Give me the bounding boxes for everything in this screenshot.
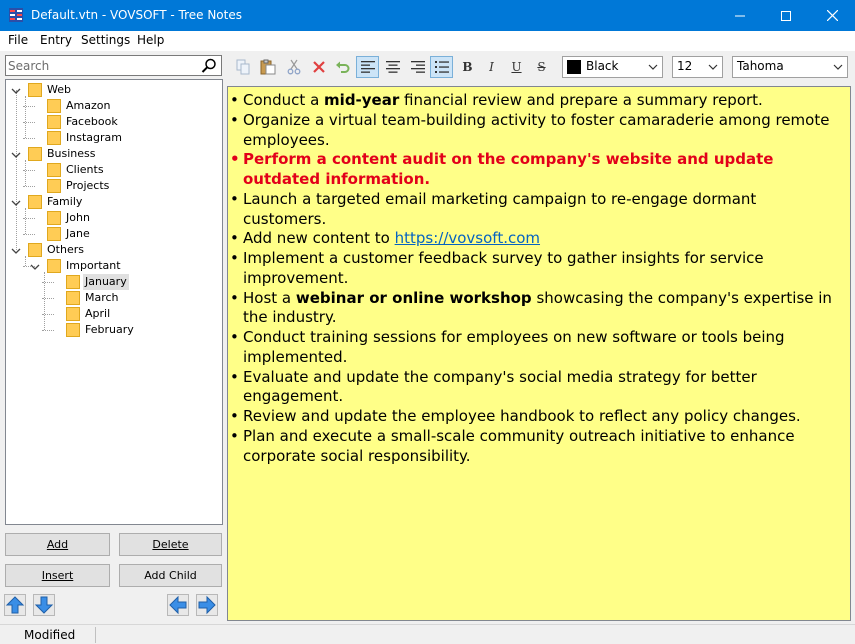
chevron-down-icon[interactable] bbox=[11, 149, 21, 159]
tree-node[interactable] bbox=[30, 226, 190, 242]
align-left-button[interactable] bbox=[356, 56, 379, 78]
chevron-down-icon[interactable] bbox=[11, 197, 21, 207]
font-size-select[interactable] bbox=[672, 56, 723, 78]
note-icon bbox=[66, 307, 80, 321]
status-separator bbox=[95, 627, 96, 643]
bold-label: B bbox=[462, 60, 473, 74]
bullet-dot: • bbox=[230, 150, 240, 169]
title-bar bbox=[0, 0, 855, 31]
tree-view[interactable] bbox=[5, 79, 223, 525]
menu-file[interactable]: File bbox=[8, 33, 29, 47]
bullet-item bbox=[228, 328, 840, 368]
strikethrough-label: S bbox=[537, 60, 546, 74]
note-icon bbox=[47, 211, 61, 225]
arrow-right-icon bbox=[197, 595, 217, 615]
text-run: Plan and execute a small-scale community outreach initiative to enhance corporate social responsibility. bbox=[243, 426, 795, 465]
tree-node-label: Business bbox=[47, 147, 96, 160]
tree-node[interactable] bbox=[11, 194, 171, 210]
note-icon bbox=[28, 243, 42, 257]
status-bar bbox=[0, 624, 855, 644]
chevron-down-icon[interactable] bbox=[11, 85, 21, 95]
text-run: Implement a customer feedback survey to gather insights for service improvement. bbox=[243, 249, 764, 287]
bullet-dot: • bbox=[230, 288, 239, 307]
note-icon bbox=[28, 83, 42, 97]
tree-node-label: Important bbox=[66, 259, 121, 272]
tree-node[interactable] bbox=[49, 274, 209, 290]
chevron-down-icon bbox=[833, 62, 843, 72]
bullet-list bbox=[228, 91, 840, 466]
strikethrough-button[interactable] bbox=[530, 56, 553, 78]
tree-connector bbox=[25, 160, 26, 186]
text-run: Organize a virtual team-building activity to foster camaraderie among remote employees. bbox=[243, 110, 830, 149]
tree-node[interactable] bbox=[30, 162, 190, 178]
arrow-left-icon bbox=[168, 595, 188, 615]
bullet-dot: • bbox=[230, 229, 239, 248]
minimize-button[interactable] bbox=[717, 0, 763, 31]
tree-node-label: January bbox=[85, 275, 127, 288]
note-icon bbox=[47, 259, 61, 273]
add-child-button[interactable] bbox=[119, 564, 222, 587]
note-icon bbox=[66, 323, 80, 337]
add-button-label: Add bbox=[46, 538, 69, 551]
tree-node[interactable] bbox=[30, 258, 190, 274]
scissors-icon bbox=[286, 59, 302, 75]
bullet-item bbox=[228, 427, 840, 467]
note-icon bbox=[47, 227, 61, 241]
tree-node-label: Amazon bbox=[66, 99, 111, 112]
search-box bbox=[5, 55, 222, 76]
note-icon bbox=[66, 291, 80, 305]
tree-node[interactable] bbox=[30, 98, 190, 114]
note-editor[interactable] bbox=[227, 86, 851, 621]
tree-node[interactable] bbox=[30, 130, 190, 146]
color-value: Black bbox=[586, 59, 619, 73]
bold-text: mid-year bbox=[324, 91, 400, 109]
tree-node[interactable] bbox=[11, 146, 171, 162]
color-swatch bbox=[567, 60, 581, 74]
bullet-item bbox=[228, 229, 840, 249]
tree-node-label: February bbox=[85, 323, 134, 336]
note-icon bbox=[47, 179, 61, 193]
add-child-button-label: Add Child bbox=[144, 569, 197, 582]
copy-button[interactable] bbox=[231, 56, 254, 78]
move-right-button[interactable] bbox=[196, 594, 218, 616]
delete-button-label: Delete bbox=[152, 538, 189, 551]
underline-button[interactable] bbox=[505, 56, 528, 78]
tree-node[interactable] bbox=[30, 210, 190, 226]
tree-node[interactable] bbox=[30, 114, 190, 130]
app-icon bbox=[9, 8, 23, 22]
delete-button[interactable] bbox=[119, 533, 222, 556]
tree-node-label: Jane bbox=[66, 227, 90, 240]
text-run: Launch a targeted email marketing campaign to re-engage dormant customers. bbox=[243, 189, 757, 228]
text-run: showcasing the company's expertise in the industry. bbox=[243, 288, 832, 327]
paste-button[interactable] bbox=[256, 56, 279, 78]
text-run: Add new content to bbox=[243, 229, 395, 248]
tree-node-label: Facebook bbox=[66, 115, 118, 128]
tree-node[interactable] bbox=[49, 306, 209, 322]
tree-node[interactable] bbox=[30, 178, 190, 194]
tree-node-label: John bbox=[66, 211, 90, 224]
tree-connector bbox=[16, 90, 17, 250]
align-center-icon bbox=[386, 61, 400, 73]
delete-text-button[interactable] bbox=[307, 56, 330, 78]
align-right-button[interactable] bbox=[406, 56, 429, 78]
bullet-dot: • bbox=[230, 91, 239, 109]
tree-connector bbox=[44, 272, 45, 330]
bullet-list-icon bbox=[435, 61, 449, 73]
note-icon bbox=[28, 195, 42, 209]
tree-connector bbox=[25, 96, 26, 138]
status-text: Modified bbox=[24, 628, 76, 642]
bullet-item bbox=[228, 289, 840, 329]
undo-button[interactable] bbox=[331, 56, 354, 78]
tree-node[interactable] bbox=[49, 290, 209, 306]
close-button[interactable] bbox=[809, 0, 855, 31]
bullet-dot: • bbox=[230, 110, 239, 129]
insert-button[interactable] bbox=[5, 564, 110, 587]
bold-text: webinar or online workshop bbox=[295, 288, 532, 307]
chevron-down-icon[interactable] bbox=[11, 245, 21, 255]
bullet-dot: • bbox=[230, 407, 239, 425]
text-run: Review and update the employee handbook to reflect any policy changes. bbox=[243, 407, 801, 425]
tree-connector bbox=[25, 208, 26, 234]
chevron-down-icon bbox=[708, 62, 718, 72]
add-button[interactable] bbox=[5, 533, 110, 556]
bullet-item bbox=[228, 91, 840, 111]
tree-node-label: Family bbox=[47, 195, 83, 208]
menu-bar bbox=[0, 31, 855, 51]
note-icon bbox=[66, 275, 80, 289]
font-family-value: Tahoma bbox=[737, 59, 784, 73]
color-select[interactable] bbox=[562, 56, 663, 78]
note-icon bbox=[47, 115, 61, 129]
insert-button-label: Insert bbox=[41, 569, 74, 582]
tree-node-label: April bbox=[85, 307, 111, 320]
text-run: Conduct training sessions for employees on new software or tools being implemented. bbox=[243, 328, 785, 366]
italic-label: I bbox=[489, 60, 494, 74]
search-icon[interactable] bbox=[201, 58, 217, 74]
align-right-icon bbox=[411, 61, 425, 73]
note-icon bbox=[28, 147, 42, 161]
red-x-icon bbox=[311, 59, 327, 75]
tree-node[interactable] bbox=[11, 242, 171, 258]
bold-button[interactable] bbox=[456, 56, 479, 78]
paste-icon bbox=[260, 59, 276, 75]
bullet-item bbox=[228, 150, 840, 190]
text-run: Perform a content audit on the company's website and update outdated information. bbox=[243, 150, 774, 188]
bullet-item bbox=[228, 407, 840, 427]
arrow-down-icon bbox=[34, 595, 54, 615]
tree-node-label: Others bbox=[47, 243, 84, 256]
bullet-dot: • bbox=[230, 249, 239, 267]
note-icon bbox=[47, 131, 61, 145]
tree-node-label: Web bbox=[47, 83, 71, 96]
maximize-button[interactable] bbox=[763, 0, 809, 31]
tree-node-label: March bbox=[85, 291, 119, 304]
bullet-dot: • bbox=[230, 328, 239, 346]
bullet-dot: • bbox=[230, 426, 239, 445]
undo-icon bbox=[335, 59, 351, 75]
bullet-dot: • bbox=[230, 367, 239, 386]
tree-node[interactable] bbox=[11, 82, 171, 98]
tree-node-label: Instagram bbox=[66, 131, 122, 144]
move-up-button[interactable] bbox=[4, 594, 26, 616]
bullet-item bbox=[228, 249, 840, 289]
italic-button[interactable] bbox=[480, 56, 503, 78]
arrow-up-icon bbox=[5, 595, 25, 615]
window-title: Default.vtn - VOVSOFT - Tree Notes bbox=[31, 8, 242, 22]
text-run: Host a bbox=[243, 288, 296, 307]
search-input[interactable] bbox=[8, 57, 198, 74]
bullet-item bbox=[228, 368, 840, 408]
menu-help[interactable]: Help bbox=[137, 33, 165, 47]
bullet-item bbox=[228, 111, 840, 151]
move-left-button[interactable] bbox=[167, 594, 189, 616]
tree-node-label: Clients bbox=[66, 163, 104, 176]
move-down-button[interactable] bbox=[33, 594, 55, 616]
font-size-value: 12 bbox=[677, 59, 693, 73]
text-run: Evaluate and update the company's social media strategy for better engagement. bbox=[243, 367, 757, 406]
bullet-item bbox=[228, 190, 840, 230]
bullet-dot: • bbox=[230, 189, 239, 208]
tree-node[interactable] bbox=[49, 322, 209, 338]
hyperlink[interactable]: https://vovsoft.com bbox=[394, 229, 541, 248]
copy-icon bbox=[235, 59, 251, 75]
chevron-down-icon[interactable] bbox=[30, 261, 40, 271]
chevron-down-icon bbox=[648, 62, 658, 72]
note-icon bbox=[47, 163, 61, 177]
cut-button[interactable] bbox=[282, 56, 305, 78]
tree-node-label: Projects bbox=[66, 179, 110, 192]
menu-settings[interactable]: Settings bbox=[81, 33, 131, 47]
align-center-button[interactable] bbox=[381, 56, 404, 78]
text-run: financial review and prepare a summary report. bbox=[399, 91, 763, 109]
align-left-icon bbox=[361, 61, 375, 73]
note-icon bbox=[47, 99, 61, 113]
underline-label: U bbox=[511, 60, 522, 74]
bullet-list-button[interactable] bbox=[430, 56, 453, 78]
font-family-select[interactable] bbox=[732, 56, 848, 78]
menu-entry[interactable]: Entry bbox=[40, 33, 72, 47]
text-run: Conduct a bbox=[243, 91, 325, 109]
